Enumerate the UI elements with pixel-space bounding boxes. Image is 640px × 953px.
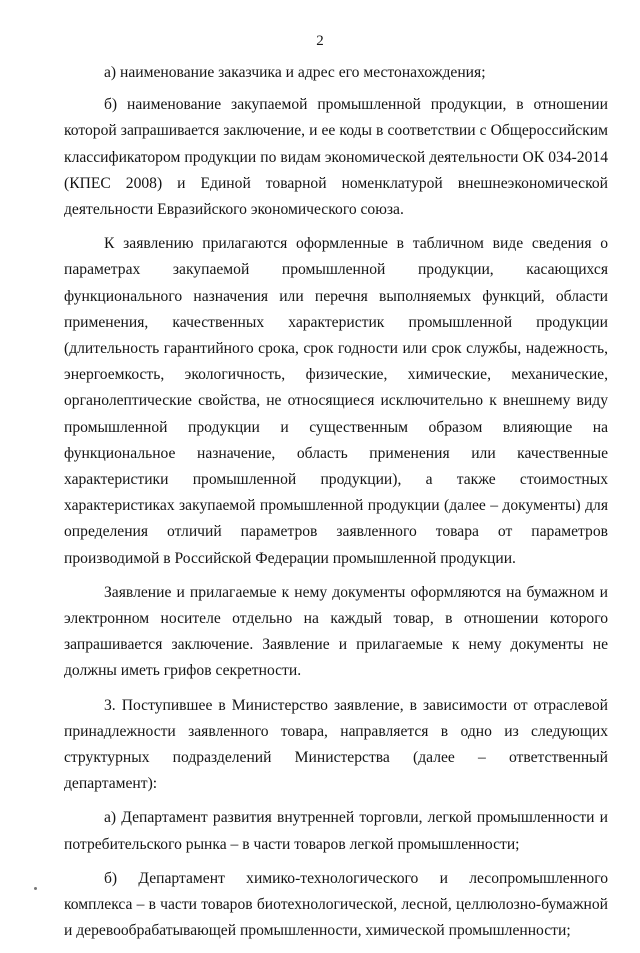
page-number: 2	[316, 33, 324, 49]
paragraph-product-name: б) наименование закупаемой промышленной продукции, в отношении которой запрашивается заключение, и ее коды в соответствии с Общероссийским классификатором продукции по видам экономической деятельности ОК 034-2014 (КПЕС 2008) и Единой товарной номенклатурой внешнеэкономической деятельности Евразийского экономического союза.	[64, 96, 608, 219]
paragraph-attachments: К заявлению прилагаются оформленные в табличном виде сведения о параметрах закупаемой промышленной продукции, касающихся функционального назначения или перечня выполняемых функций, области применения, качественных характеристик промышленной продукции (длительность гарантийного срока, срок годности или срок службы, надежность, энергоемкость, экологичность, физические, химические, механические, органолептические свойства, не относящиеся исключительно к внешнему виду промышленной продукции и существенным образом влияющие на функциональное назначение, область применения или качественные характеристики промышленной продукции), а также стоимостных характеристиках закупаемой промышленной продукции (далее – документы) для определения отличий параметров заявленного товара от параметров производимой в Российской Федерации промышленной продукции.	[64, 235, 608, 567]
scan-speck	[34, 887, 37, 890]
paragraph-routing: 3. Поступившее в Министерство заявление, в зависимости от отраслевой принадлежности заявленного товара, направляется в одно из следующих структурных подразделений Министерства (далее – ответственный департамент):	[64, 696, 608, 793]
document-body	[64, 60, 608, 953]
paragraph-dept-trade: а) Департамент развития внутренней торговли, легкой промышленности и потребительского рынка – в части товаров легкой промышленности;	[64, 809, 608, 853]
paragraph-customer-name: а) наименование заказчика и адрес его местонахождения;	[104, 64, 486, 81]
paragraph-dept-chemical: б) Департамент химико-технологического и лесопромышленного комплекса – в части товаров биотехнологической, лесной, целлюлозно-бумажной и деревообрабатывающей промышленности, химической промышленности;	[64, 869, 608, 940]
paragraph-document-format: Заявление и прилагаемые к нему документы оформляются на бумажном и электронном носителе отдельно на каждый товар, в отношении которого запрашивается заключение. Заявление и прилагаемые к нему документы не должны иметь грифов секретности.	[64, 583, 608, 680]
